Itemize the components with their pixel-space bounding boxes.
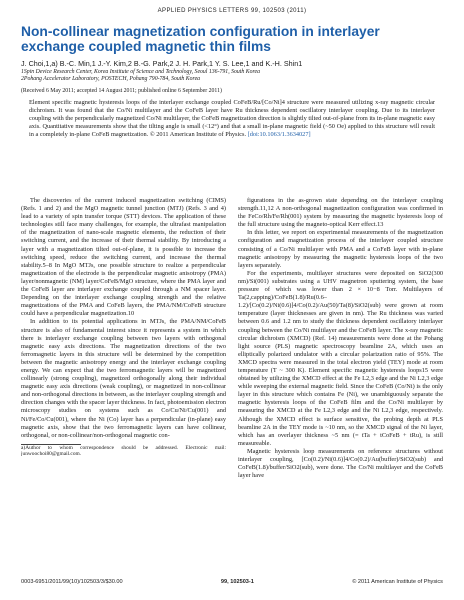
body-columns — [21, 197, 443, 572]
affiliation-1: 1Spin Device Research Center, Korea Institute of Science and Technology, Seoul 136-791, South Korea — [21, 69, 261, 75]
footnote: a)Author to whom correspondence should be addressed. Electronic mail: junwoochoi80@gmail.com. — [21, 444, 226, 458]
paper-title: Non-collinear magnetization configuration in interlayer exchange coupled magnetic thin films — [21, 24, 380, 54]
paragraph: In addition to its potential applications in MTJs, the PMA/NM/CoFeB structure is also of fundamental interest since it represents a system in which there is interlayer exchange coupling between two layers with orthogonal magnetic easy axis directions. The magnetization directions of the two ferromagnetic layers in this structure will be determined by the competition between the magnetic anisotropy energy and the interlayer exchange coupling energy. We can expect that the two ferromagnetic layers will be magnetized collinearly (strong coupling), magnetized orthogonally along their individual magnetic easy axis directions (weak coupling), or magnetized in non-collinear and non-orthogonal directions in between, as the interlayer coupling strength and direction changes with the spacer layer thickness. In fact, photoemission electron microscopy studies on systems such as Co/Cu/Ni/Cu(001) and Ni/Fe/Co/Cu(001), where the Ni (Co) layer has a perpendicular (in-plane) easy magnetic axis, show that the two ferromagnetic layers can have collinear, orthogonal, or non-collinear/non-orthogonal magnetic con- — [21, 318, 226, 439]
abstract — [29, 99, 435, 139]
paragraph: For the experiments, multilayer structures were deposited on SiO2(300 nm)/Si(001) substrates using a UHV magnetron sputtering system, the base pressure of which was lower than 2 × 10−8 Torr. Multilayers of Ta(2,capping)/CoFeB(1.8)/Ru(0.6–1.2)/[Co(0.2)/Ni(0.6)]4/Co(0.2)/Au(50)/Ta(8)/SiO2(sub) were grown at room temperature (layer thicknesses are given in nm). The Ru thickness was varied between 0.6 and 1.2 nm to study the thickness dependent oscillatory interlayer coupling between the Co/Ni multilayer and the CoFeB layer. The x-ray magnetic circular dichroism (XMCD) (Ref. 14) measurements were done at the Pohang light source (PLS) magnetic spectroscopy beamline 2A, which uses an elliptically polarized undulator with a circular polarization ratio of 95%. The XMCD spectra were measured in the total electron yield (TEY) mode at room temperature (T ~ 300 K). Element specific magnetic hysteresis loops15 were obtained by utilizing the XMCD effect at the Fe L2,3 edge and the Ni L2,3 edge while sweeping the external magnetic field. Since the CoFeB (Co/Ni) is the only layer in this structure which contains Fe (Ni), we unambiguously separate the magnetic hysteresis loops of the CoFeB film and the Co/Ni multilayer by measuring the XMCD at the Fe L2,3 edge and the Ni L2,3 edge, respectively. Although the XMCD effect is surface sensitive, the probing depth at PLS beamline 2A in the TEY mode is ~10 nm, so the XMCD signal of the Ni layer, which has an overlayer thickness ~5 nm (= tTa + tCoFeB + tRu), is still measureable. — [238, 269, 443, 447]
publication-dates: (Received 6 May 2011; accepted 14 August 2011; published online 6 September 2011) — [21, 88, 222, 94]
doi-link[interactable]: [doi:10.1063/1.3634027] — [247, 131, 311, 139]
left-column — [21, 197, 226, 572]
paragraph: The discoveries of the current induced magnetization switching (CIMS) (Refs. 1 and 2) and the MgO magnetic tunnel junction (MTJ) (Refs. 3 and 4) lead to a variety of spin transfer torque (STT) devices. The application of these technologies still face many challenges, for example, the ultrafast manipulation of the magnetization of nano-scale magnetic elements, the reduction of their switching current, and the increase of their thermal stability. By introducing a layer with a magnetization tilted out-of-plane, it is possible to increase the switching speed, reduce the switching current, and increase the thermal stability.5–8 In MgO MTJs, one possible structure to realize a perpendicular magnetization of the electrode is the perpendicular magnetic anisotropy (PMA) layer/nonmagnetic (NM) layer/CoFeB/MgO structure, where the PMA layer and the CoFeB layer are interlayer exchange coupled through a NM spacer layer. Depending on the interlayer exchange coupling strength and the relative magnetizations of the PMA and CoFeB layers, the PMA/NM/CoFeB structure could have a perpendicular magnetization.10 — [21, 197, 226, 318]
right-column — [238, 197, 443, 572]
page-footer — [21, 579, 443, 585]
author-list: J. Choi,1,a) B.-C. Min,1 J.-Y. Kim,2 B.-G. Park,2 J. H. Park,1 Y. S. Lee,1 and K.-H. Shin1 — [21, 59, 303, 68]
affiliation-2: 2Pohang Accelerator Laboratory, POSTECH, Pohang 790-784, South Korea — [21, 76, 201, 82]
abstract-text: Element specific magnetic hysteresis loops of the interlayer exchange coupled CoFeB/Ru/[Co/Ni]4 structure were measured utilizing x-ray magnetic circular dichroism. It was found that the Co/Ni multilayer and the CoFeB layer have Ru thickness dependent oscillatory interlayer coupling. Due to its interlayer coupling with the perpendicularly magnetized Co/Ni multilayer, the CoFeB magnetization direction is slightly tilted out-of-plane from its in-plane magnetic easy axis. Quantitative measurements show that the tilting angle is small (<12°) and that a small in-plane magnetic field (~50 Oe) applied to this structure will result in a completely in-plane CoFeB magnetization. © 2011 American Institute of Physics. — [29, 99, 435, 139]
page-number: 99, 102503-1 — [220, 579, 254, 585]
journal-header: APPLIED PHYSICS LETTERS 99, 102503 (2011) — [157, 8, 307, 14]
footer-code: 0003-6951/2011/99(10)/102503/3/$30.00 — [21, 579, 123, 585]
paragraph: In this letter, we report on experimental measurements of the magnetization configuration and magnetization process of the interlayer coupled structure consisting of a Co/Ni multilayer with PMA and a CoFeB layer with in-plane magnetic anisotropy by measuring the magnetic hysteresis loops of the two layers separately. — [238, 229, 443, 269]
paragraph: figurations in the as-grown state depending on the interlayer coupling strength.11,12 A non-orthogonal magnetization configuration was confirmed in the FeCo/Rh/Fe/Rh(001) system by measuring the magnetic hysteresis loop of the full structure using the magneto-optical Kerr effect.13 — [238, 197, 443, 229]
paragraph: Magnetic hysteresis loop measurements on reference structures without interlayer coupling, [Co(0.2)/Ni(0.6)]4/Co(0.2)/Au(buffer)/SiO2(sub) and CoFeB(1.8)/buffer/SiO2(sub), were done. The Co/Ni multilayer and the CoFeB layer have — [238, 447, 443, 480]
copyright: © 2011 American Institute of Physics — [352, 579, 443, 585]
